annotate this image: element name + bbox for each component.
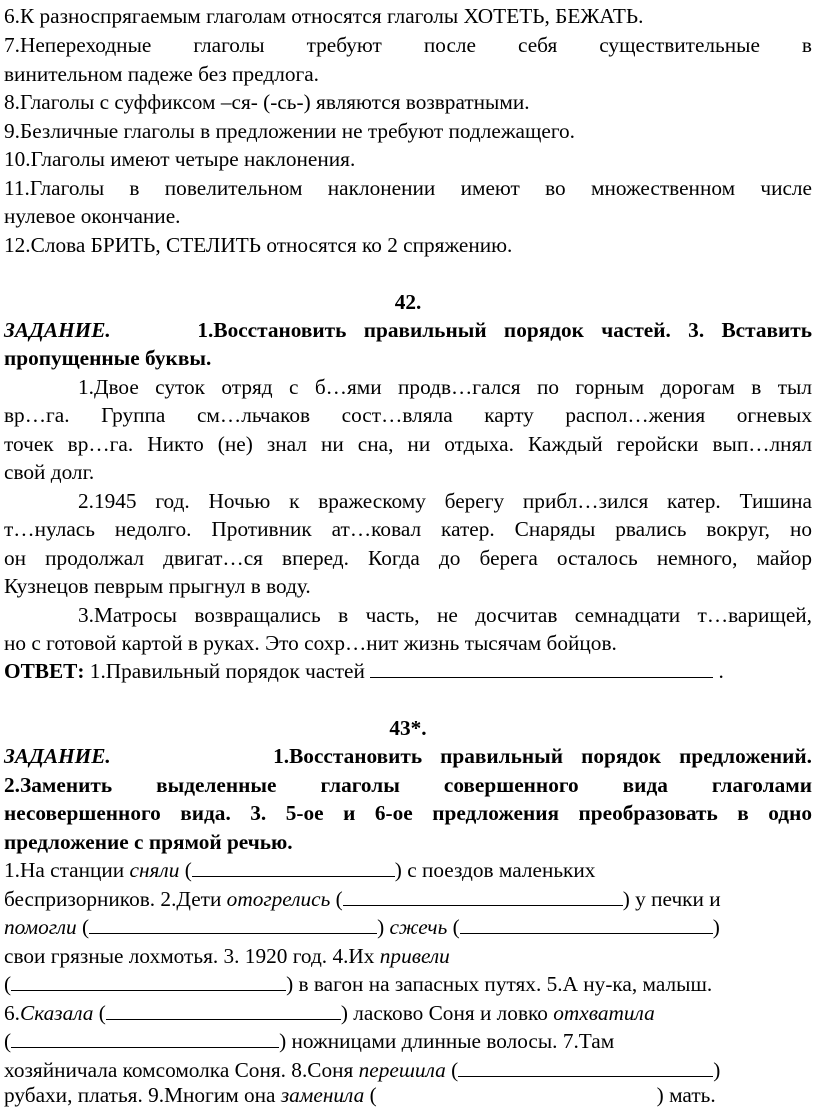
answer-end: . xyxy=(713,659,724,683)
exercise-text: ) ласково Соня и ловко xyxy=(340,1001,554,1025)
task-label: ЗАДАНИЕ. xyxy=(4,744,111,768)
rule-10: 10.Глаголы имеют четыре наклонения. xyxy=(4,147,356,171)
task-43-number: 43*. xyxy=(389,716,427,740)
rule-12: 12.Слова БРИТЬ, СТЕЛИТЬ относятся ко 2 спряжению. xyxy=(4,233,513,257)
answer-blank[interactable] xyxy=(89,914,377,934)
highlighted-verb: заменила xyxy=(280,1083,365,1107)
paragraph-3-line: 3.Матросы возвращались в часть, не досчитав семнадцати т…варищей, xyxy=(78,603,812,627)
exercise-text: хозяйничала комсомолка Соня. 8.Соня xyxy=(4,1058,359,1082)
answer-blank[interactable] xyxy=(11,1028,279,1048)
exercise-text: ( xyxy=(179,858,192,882)
exercise-line xyxy=(4,1000,812,1027)
answer-blank[interactable] xyxy=(370,658,713,678)
paragraph-2-line: он продолжал двигат…ся вперед. Когда до берега осталось немного, майор xyxy=(4,546,812,570)
exercise-text: ) xyxy=(713,1058,721,1082)
paragraph-1-line: точек вр…га. Никто (не) знал ни сна, ни отдыха. Каждый геройски вып…лнял xyxy=(4,432,812,456)
rule-9: 9.Безличные глаголы в предложении не требуют подлежащего. xyxy=(4,119,576,143)
paragraph-1-line: вр…га. Группа см…льчаков сост…вляла карту распол…жения огневых xyxy=(4,403,812,427)
task-43-instruction-cont: несовершенного вида. 3. 5-ое и 6-ое предложения преобразовать в одно xyxy=(4,801,812,825)
exercise-text: ( xyxy=(364,1083,377,1107)
rule-8: 8.Глаголы с суффиксом –ся- (-сь-) являются возвратными. xyxy=(4,90,530,114)
task-43-instruction-text: 1.Восстановить правильный порядок предложений. xyxy=(273,744,812,768)
exercise-text: рубахи, платья. 9.Многим она xyxy=(4,1083,281,1107)
task-43-instruction-cont: предложение с прямой речью. xyxy=(4,830,293,854)
exercise-line xyxy=(4,1057,812,1084)
answer-text: 1.Правильный порядок частей xyxy=(84,659,371,683)
highlighted-verb: отхватила xyxy=(553,1001,655,1025)
exercise-line xyxy=(4,886,812,913)
exercise-text: свои грязные лохмотья. 3. 1920 год. 4.Их xyxy=(4,944,380,968)
highlighted-verb: привели xyxy=(379,944,450,968)
rule-11: 11.Глаголы в повелительном наклонении имеют во множественном числе xyxy=(4,176,812,200)
task-42-number: 42. xyxy=(394,290,422,314)
answer-line xyxy=(4,658,812,685)
exercise-text: ( xyxy=(93,1001,106,1025)
answer-blank[interactable] xyxy=(106,1000,341,1020)
exercise-text: ( xyxy=(445,1058,459,1082)
exercise-text: ) xyxy=(712,915,720,939)
paragraph-1-line: 1.Двое суток отряд с б…ями продв…гался по горным дорогам в тыл xyxy=(78,375,812,399)
rule-6: 6.К разноспрягаемым глаголам относятся глаголы ХОТЕТЬ, БЕЖАТЬ. xyxy=(4,4,644,28)
exercise-text: ) у печки и xyxy=(622,887,721,911)
exercise-text: ) ножницами длинные волосы. 7.Там xyxy=(279,1029,615,1053)
highlighted-verb: перешила xyxy=(358,1058,446,1082)
highlighted-verb: помогли xyxy=(4,915,77,939)
exercise-text: ( xyxy=(447,915,460,939)
exercise-line xyxy=(4,914,812,941)
exercise-text: ) xyxy=(377,915,390,939)
exercise-text: ( xyxy=(4,972,12,996)
exercise-text: 6. xyxy=(4,1001,20,1025)
highlighted-verb: отогрелись xyxy=(226,887,331,911)
exercise-text: 1.На станции xyxy=(4,858,130,882)
highlighted-verb: Сказала xyxy=(19,1001,94,1025)
paragraph-2-line: Кузнецов певрым прыгнул в воду. xyxy=(4,574,311,598)
exercise-text: ) в вагон на запасных путях. 5.А ну-ка, малыш. xyxy=(286,972,713,996)
task-42-instruction xyxy=(4,317,812,344)
task-42-instruction-cont: пропущенные буквы. xyxy=(4,346,212,370)
answer-blank[interactable] xyxy=(11,971,286,991)
task-label: ЗАДАНИЕ. xyxy=(4,318,111,342)
rule-11-cont: нулевое окончание. xyxy=(4,204,181,228)
paragraph-3-line: но с готовой картой в руках. Это сохр…нит жизнь тысячам бойцов. xyxy=(4,631,617,655)
highlighted-verb: сняли xyxy=(129,858,180,882)
answer-blank[interactable] xyxy=(343,886,623,906)
exercise-text: ) с поездов маленьких xyxy=(394,858,596,882)
rule-7: 7.Непереходные глаголы требуют после себя существительные в xyxy=(4,33,812,57)
exercise-line xyxy=(4,1082,812,1109)
exercise-line xyxy=(4,1028,812,1055)
task-43-instruction-cont: 2.Заменить выделенные глаголы совершенного вида глаголами xyxy=(4,773,812,797)
exercise-line xyxy=(4,857,812,884)
answer-blank[interactable] xyxy=(460,914,713,934)
answer-label: ОТВЕТ: xyxy=(4,659,85,683)
exercise-text: ( xyxy=(4,1029,12,1053)
exercise-text: ( xyxy=(76,915,90,939)
exercise-line xyxy=(4,971,812,998)
answer-blank[interactable] xyxy=(458,1057,713,1077)
answer-blank[interactable] xyxy=(192,857,395,877)
exercise-text: ) мать. xyxy=(656,1083,716,1107)
paragraph-1-line: свой долг. xyxy=(4,460,95,484)
exercise-line xyxy=(4,943,812,970)
rule-7-cont: винительном падеже без предлога. xyxy=(4,62,319,86)
highlighted-verb: сжечь xyxy=(389,915,448,939)
exercise-text: беспризорников. 2.Дети xyxy=(4,887,227,911)
paragraph-2-line: т…нулась недолго. Противник ат…ковал катер. Снаряды рвались вокруг, но xyxy=(4,517,812,541)
answer-blank[interactable] xyxy=(377,1082,657,1102)
exercise-text: ( xyxy=(330,887,343,911)
paragraph-2-line: 2.1945 год. Ночью к вражескому берегу прибл…зился катер. Тишина xyxy=(78,489,812,513)
task-43-instruction xyxy=(4,743,812,770)
task-42-instruction-text: 1.Восстановить правильный порядок частей. 3. Вставить xyxy=(197,318,812,342)
